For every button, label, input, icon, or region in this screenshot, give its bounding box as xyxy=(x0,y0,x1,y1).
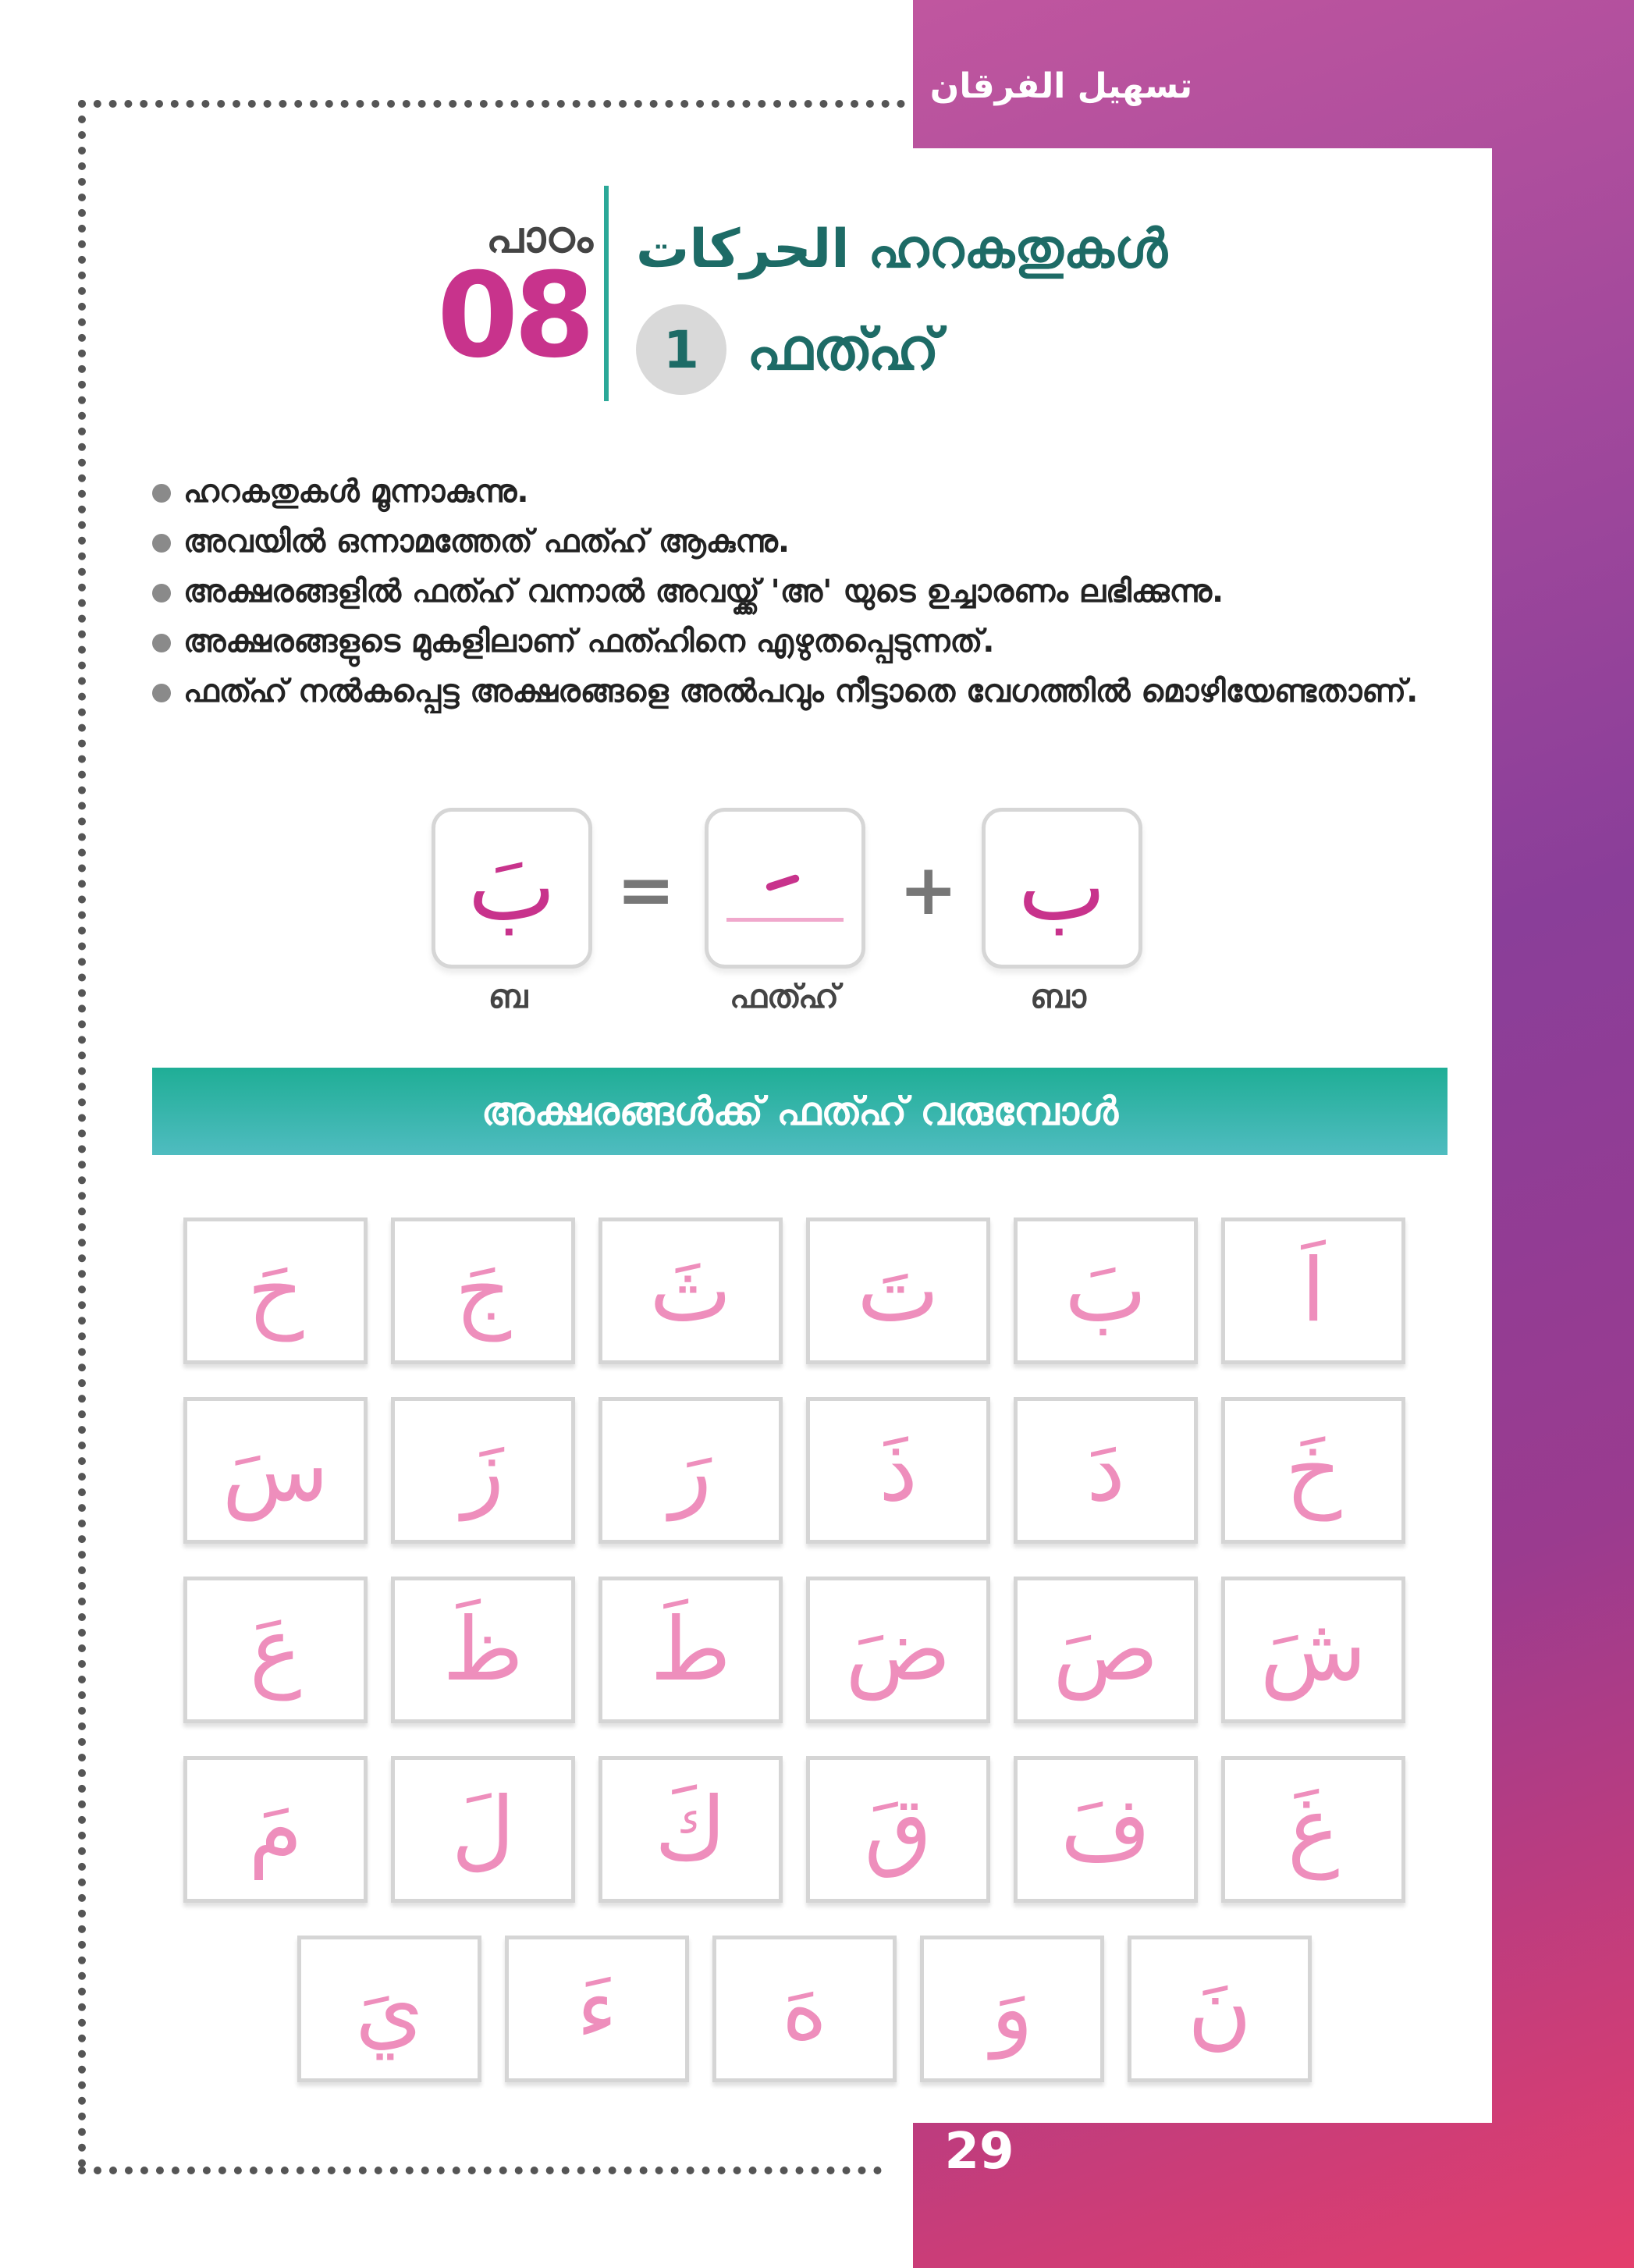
letter-tile xyxy=(712,1936,897,2082)
lesson-title-arabic: الحركات xyxy=(636,219,850,280)
equation-fatha-label: ഫത്ഹ് xyxy=(729,977,840,1015)
section-heading: അക്ഷരങ്ങൾക്ക് ഫത്ഹ് വരുമ്പോൾ xyxy=(152,1068,1448,1155)
brand-title: تسهيل الفرقان xyxy=(929,66,1193,106)
lesson-title xyxy=(636,219,1167,281)
bullet-item xyxy=(152,567,1448,617)
bullet-dot-icon xyxy=(152,634,171,652)
letter-tile xyxy=(806,1397,990,1544)
tile-letter: دَ xyxy=(1086,1420,1125,1521)
tile-letter: كَ xyxy=(654,1779,727,1880)
letter-tile xyxy=(183,1397,368,1544)
bullet-list xyxy=(152,467,1448,716)
letter-tile xyxy=(505,1936,689,2082)
page-number: 29 xyxy=(944,2123,1014,2181)
letter-tile xyxy=(183,1756,368,1903)
tile-letter: وَ xyxy=(990,1958,1034,2060)
letter-tile xyxy=(920,1936,1104,2082)
tile-letter: شَ xyxy=(1259,1599,1367,1701)
equals-sign: = xyxy=(616,849,676,931)
lesson-subtitle-text: ഫത്ഹ് xyxy=(747,315,940,383)
letter-tile xyxy=(1128,1936,1312,2082)
tile-letter: جَ xyxy=(454,1240,512,1342)
letter-tile xyxy=(1221,1397,1405,1544)
bullet-text: അക്ഷരങ്ങളുടെ മുകളിലാണ് ഫത്ഹിനെ എഴുതപ്പെടുന്നത്. xyxy=(183,624,995,659)
lesson-title-malayalam: ഹറകതുകൾ xyxy=(868,219,1167,280)
bullet-item xyxy=(152,667,1448,716)
tile-letter: بَ xyxy=(1064,1240,1147,1342)
tile-letter: فَ xyxy=(1060,1779,1152,1880)
tile-letter: صَ xyxy=(1053,1599,1159,1701)
equation-result-letter: بَ xyxy=(467,834,556,942)
letter-tile xyxy=(1221,1577,1405,1723)
letter-tile xyxy=(599,1756,783,1903)
letter-tile xyxy=(1014,1756,1198,1903)
tile-letter: مَ xyxy=(248,1779,303,1880)
letter-tile xyxy=(183,1218,368,1364)
tile-letter: عَ xyxy=(249,1599,302,1701)
tile-letter: خَ xyxy=(1284,1420,1342,1521)
fatha-baseline xyxy=(726,918,844,922)
letter-tile xyxy=(1014,1577,1198,1723)
letter-tile xyxy=(1221,1218,1405,1364)
tile-letter: ذَ xyxy=(879,1420,918,1521)
tile-letter: رَ xyxy=(669,1420,712,1521)
bullet-text: ഫത്ഹ് നൽകപ്പെട്ട അക്ഷരങ്ങളെ അൽപവും നീട്ടാതെ വേഗത്തിൽ മൊഴിയേണ്ടതാണ്. xyxy=(183,674,1419,709)
dotted-border-bottom xyxy=(78,2167,882,2174)
letter-tile xyxy=(1014,1397,1198,1544)
bullet-item xyxy=(152,467,1448,517)
letter-tile xyxy=(297,1936,481,2082)
letter-tile xyxy=(806,1577,990,1723)
tile-letter: اَ xyxy=(1301,1240,1326,1342)
tile-letter: ءَ xyxy=(576,1958,618,2060)
letter-tile xyxy=(391,1218,575,1364)
bullet-dot-icon xyxy=(152,684,171,702)
letter-tile xyxy=(599,1218,783,1364)
equation-fatha-box xyxy=(705,808,865,969)
tile-letter: حَ xyxy=(247,1240,304,1342)
dotted-border-left xyxy=(78,100,86,2168)
equation-result-label: ബ xyxy=(488,977,528,1015)
title-divider xyxy=(604,186,609,401)
letter-tile xyxy=(1014,1218,1198,1364)
bullet-item xyxy=(152,517,1448,567)
tile-letter: لَ xyxy=(451,1779,515,1880)
tile-letter: يَ xyxy=(355,1958,424,2060)
tile-letter: ضَ xyxy=(845,1599,951,1701)
lesson-number: 08 xyxy=(437,248,591,384)
tile-letter: سَ xyxy=(222,1420,329,1521)
bullet-text: അക്ഷരങ്ങളിൽ ഫത്ഹ് വന്നാൽ അവയ്ക്ക് 'അ' യുടെ ഉച്ചാരണം ലഭിക്കുന്നു. xyxy=(183,574,1224,610)
lesson-word: പാഠം xyxy=(486,212,593,263)
equation-result-box xyxy=(432,808,592,969)
plus-sign: + xyxy=(899,849,958,931)
tile-letter: طَ xyxy=(650,1599,731,1701)
equation-base-label: ബാ xyxy=(1030,977,1086,1015)
tile-letter: هَ xyxy=(781,1958,828,2060)
tile-letter: غَ xyxy=(1287,1779,1340,1880)
letter-tile xyxy=(391,1756,575,1903)
dotted-border-top xyxy=(78,100,905,108)
letter-tile xyxy=(599,1577,783,1723)
tile-letter: تَ xyxy=(857,1240,940,1342)
sub-number-badge: 1 xyxy=(636,304,726,395)
equation-base-box xyxy=(982,808,1142,969)
letter-tile xyxy=(806,1756,990,1903)
bullet-text: അവയിൽ ഒന്നാമത്തേത് ഫത്ഹ് ആകുന്നു. xyxy=(183,524,790,560)
bullet-item xyxy=(152,617,1448,667)
letter-tile xyxy=(183,1577,368,1723)
bullet-dot-icon xyxy=(152,534,171,553)
equation-base-letter: ب xyxy=(1018,834,1107,942)
tile-letter: ثَ xyxy=(649,1240,732,1342)
bullet-dot-icon xyxy=(152,484,171,503)
tile-letter: قَ xyxy=(864,1779,932,1880)
bullet-dot-icon xyxy=(152,584,171,603)
tile-letter: زَ xyxy=(461,1420,505,1521)
letter-tile xyxy=(599,1397,783,1544)
bullet-text: ഹറകതുകൾ മൂന്നാകുന്നു. xyxy=(183,474,529,510)
fatha-mark-icon xyxy=(726,841,844,935)
lesson-subtitle xyxy=(636,304,940,395)
letter-tile xyxy=(806,1218,990,1364)
letter-tile xyxy=(391,1577,575,1723)
letter-tile xyxy=(1221,1756,1405,1903)
letter-tile xyxy=(391,1397,575,1544)
tile-letter: نَ xyxy=(1187,1958,1252,2060)
fatha-stroke xyxy=(765,873,801,891)
tile-letter: ظَ xyxy=(442,1599,524,1701)
